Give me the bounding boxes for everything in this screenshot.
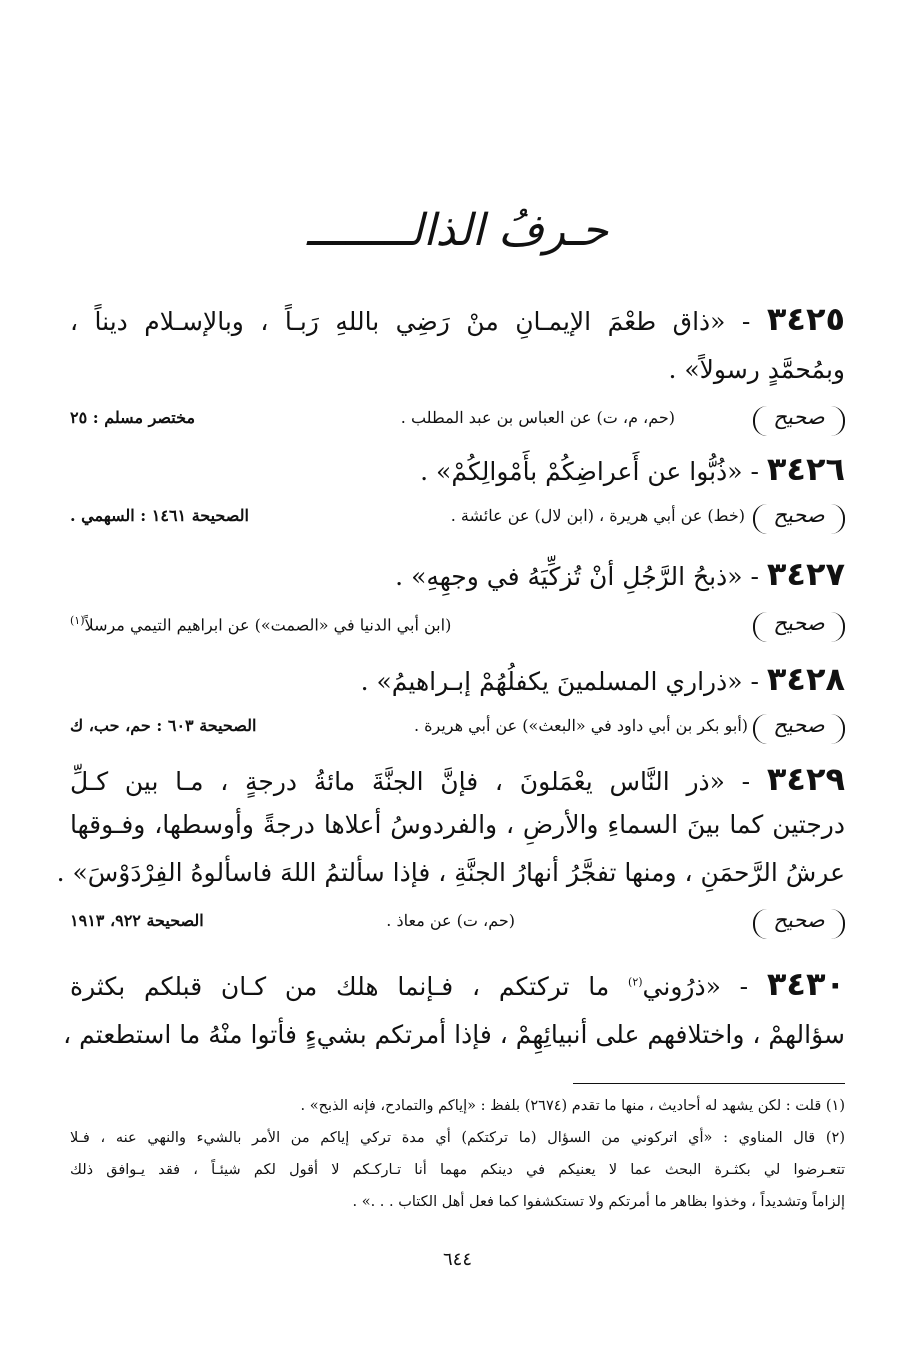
hadith-number: ٣٤٢٦ <box>766 450 845 488</box>
hadith-3425-line-1: ٣٤٢٥ - «ذاق طعْمَ الإيمـانِ منْ رَضِي باللهِ رَبـاً ، وبالإسـلام ديناً ، <box>70 300 845 338</box>
book-reference: الصحيحة ٩٢٢، ١٩١٣ <box>70 911 204 930</box>
footnote-divider <box>573 1083 845 1084</box>
hadith-3430-line-2 <box>63 1020 845 1049</box>
grade-badge: صحيح <box>753 402 845 436</box>
hadith-3427-reference <box>70 608 845 648</box>
footnote-mark: (٢) <box>628 975 643 989</box>
hadith-3426-line-1: ٣٤٢٦ - «ذُبُّوا عن أَعراضِكُمْ بأَمْوالِكُمْ» . <box>420 450 845 488</box>
footnote-2-line-3: إلزاماً وتشديداً ، وخذوا بظاهر ما أمرتكم ولا تستكشفوا كما فعل أهل الكتاب . . .» . <box>352 1194 845 1210</box>
hadith-3425-line-2 <box>70 355 845 384</box>
hadith-text: عرشُ الرَّحمَنِ ، ومنها تفجَّرُ أنهارُ الجنَّةِ ، فإذا سألتمُ اللهَ فاسألوهُ الفِرْدَوْسَ» . <box>56 858 845 887</box>
footnote-2-line-2: تتعـرضوا لي بكثـرة البحث عما لا يعنيكم في دينكم مهما أنا تـاركـكم لا أقول لكم شيئـاً ، فقد يـوافق ذلك <box>70 1162 845 1178</box>
hadith-3429-line-1: ٣٤٢٩ - «ذر النَّاس يعْمَلونَ ، فإنَّ الجنَّةَ مائةُ درجةٍ ، مـا بين كـلِّ <box>70 760 845 798</box>
source-text: (حم، م، ت) عن العباس بن عبد المطلب . <box>400 408 675 427</box>
grade-badge: صحيح <box>753 710 845 744</box>
footnote-2-line-1: (٢) قال المناوي : «أي اتركوني من السؤال (ما تركتكم) أي مدة تركي إياكم من الأمر بالشيء والنهي عنه ، فـلا <box>70 1130 845 1146</box>
book-reference: الصحيحة ٦٠٣ : حم، حب، ك <box>70 716 257 735</box>
source-text: (حم، ت) عن معاذ . <box>386 911 515 930</box>
hadith-text: «ذراري المسلمينَ يكفلُهُمْ إبـراهيمُ» . <box>360 667 743 696</box>
page-number: ٦٤٤ <box>442 1249 472 1270</box>
hadith-3429-line-2 <box>70 810 845 839</box>
hadith-3429-reference <box>70 905 845 945</box>
hadith-3428-reference <box>70 710 845 750</box>
hadith-3430-line-1: ٣٤٣٠ - «ذرُوني$^{(٢)}$ ما تركتكم ، فـإنما هلك من كـان قبلكم بكثرة <box>70 965 845 1003</box>
hadith-text: «ذبحُ الرَّجُلِ أنْ تُزكِّيَهُ في وجهِهِ» . <box>395 562 743 591</box>
hadith-3429-line-3 <box>56 858 845 887</box>
hadith-text: وبمُحمَّدٍ رسولاً» . <box>668 355 845 384</box>
hadith-number: ٣٤٢٩ <box>766 760 845 798</box>
source-text: (أبو بكر بن أبي داود في «البعث») عن أبي هريرة . <box>413 716 748 735</box>
footnote-1: (١) قلت : لكن يشهد له أحاديث ، منها ما تقدم (٢٦٧٤) بلفظ : «إياكم والتمادح، فإنه الذبح» . <box>300 1098 845 1114</box>
document-page <box>56 0 845 1365</box>
hadith-text: «ذر النَّاس يعْمَلونَ ، فإنَّ الجنَّةَ مائةُ درجةٍ ، مـا بين كـلِّ <box>70 767 725 796</box>
hadith-number: ٣٤٢٧ <box>766 555 845 593</box>
chapter-title: حـرفُ الذالــــــــ <box>306 205 609 256</box>
source-text: (خط) عن أبي هريرة ، (ابن لال) عن عائشة . <box>450 506 745 525</box>
book-reference: مختصر مسلم : ٢٥ <box>70 408 196 427</box>
hadith-number: ٣٤٢٥ <box>766 300 845 338</box>
hadith-text: «ذاق طعْمَ الإيمـانِ منْ رَضِي باللهِ رَبـاً ، وبالإسـلام ديناً ، <box>70 307 726 336</box>
source-text: (ابن أبي الدنيا في «الصمت») عن ابراهيم التيمي مرسلاً$^{(١)}$ <box>70 614 452 635</box>
footnote-mark: (١) <box>70 614 85 627</box>
hadith-text: سؤالهمْ ، واختلافهم على أنبيائِهِمْ ، فإذا أمرتكم بشيءٍ فأتوا منْهُ ما استطعتم ، <box>63 1020 845 1049</box>
hadith-number: ٣٤٢٨ <box>766 660 845 698</box>
hadith-3426-reference <box>70 500 845 540</box>
book-reference: الصحيحة ١٤٦١ : السهمي . <box>70 506 249 525</box>
hadith-text: «ذرُوني <box>642 972 721 1001</box>
hadith-3428-line-1: ٣٤٢٨ - «ذراري المسلمينَ يكفلُهُمْ إبـراهيمُ» . <box>360 660 845 698</box>
grade-badge: صحيح <box>753 905 845 939</box>
hadith-number: ٣٤٣٠ <box>766 965 845 1003</box>
hadith-text: ما تركتكم ، فـإنما هلك من كـان قبلكم بكثرة <box>70 972 610 1001</box>
grade-badge: صحيح <box>753 500 845 534</box>
hadith-text: «ذُبُّوا عن أَعراضِكُمْ بأَمْوالِكُمْ» . <box>420 457 743 486</box>
hadith-3427-line-1: ٣٤٢٧ - «ذبحُ الرَّجُلِ أنْ تُزكِّيَهُ في وجهِهِ» . <box>395 555 845 593</box>
hadith-3425-reference <box>70 402 845 442</box>
hadith-text: درجتين كما بينَ السماءِ والأرضِ ، والفردوسُ أعلاها درجةً وأوسطها، وفـوقها <box>70 810 845 839</box>
grade-badge: صحيح <box>753 608 845 642</box>
